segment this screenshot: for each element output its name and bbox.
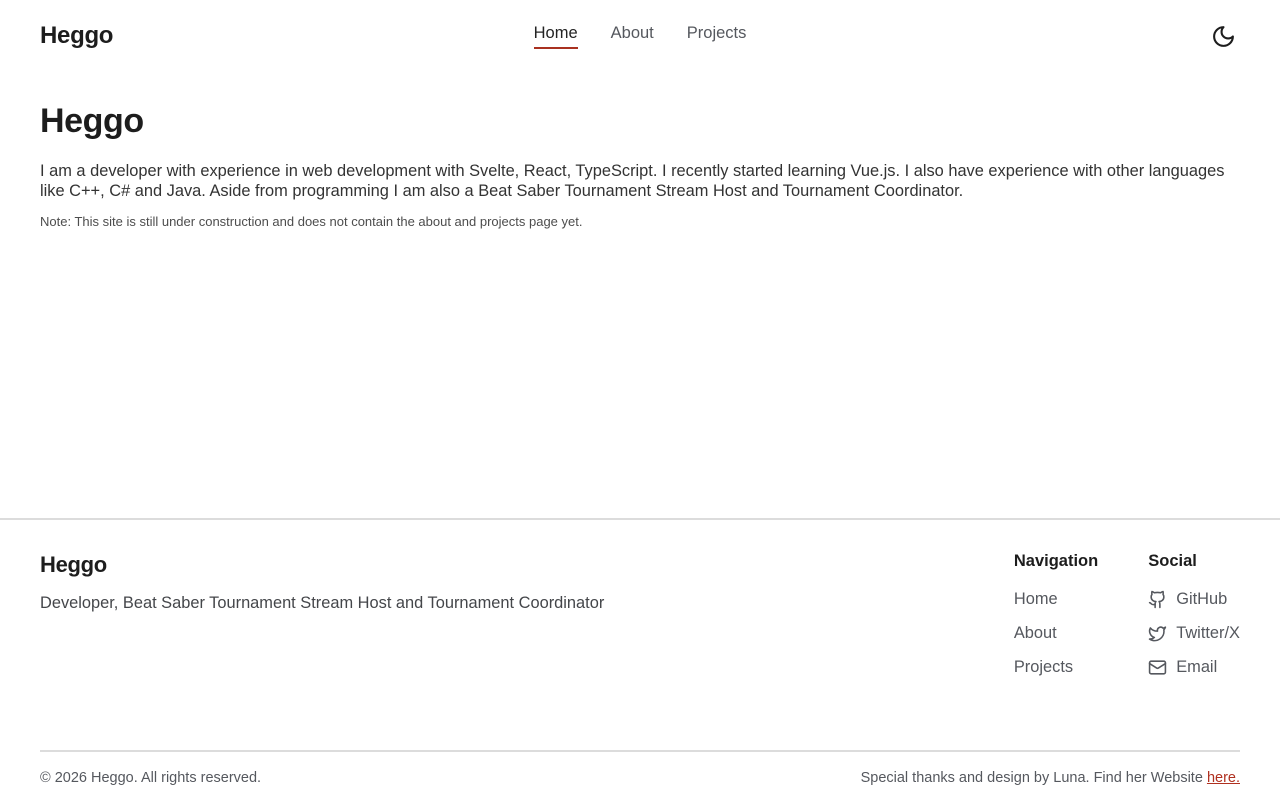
nav-home[interactable]: Home (534, 24, 578, 49)
header-right (746, 20, 1240, 53)
footer-link-twitter[interactable] (1148, 624, 1240, 643)
header (0, 0, 1280, 72)
credits-text: Special thanks and design by Luna. Find her Website (860, 770, 1207, 786)
footer-bottom-bar (0, 752, 1280, 800)
moon-icon (1211, 24, 1236, 49)
footer (0, 518, 1280, 800)
main-content (0, 72, 1280, 229)
copyright: © 2026 Heggo. All rights reserved. (40, 770, 262, 786)
footer-brand-block (40, 552, 604, 613)
email-label: Email (1176, 658, 1218, 676)
footer-link-home[interactable]: Home (1013, 590, 1058, 608)
footer-link-github[interactable] (1148, 590, 1240, 609)
github-label: GitHub (1176, 590, 1228, 608)
nav-about[interactable]: About (610, 23, 654, 42)
footer-link-email[interactable] (1148, 658, 1240, 677)
footer-tagline: Developer, Beat Saber Tournament Stream Host and Tournament Coordinator (40, 594, 605, 612)
footer-link-projects[interactable]: Projects (1013, 658, 1074, 676)
twitter-label: Twitter/X (1176, 624, 1240, 642)
theme-toggle-button[interactable] (1207, 20, 1240, 53)
footer-logo: Heggo (40, 552, 107, 577)
credits (861, 770, 1240, 786)
footer-link-columns (1014, 552, 1240, 692)
footer-content (0, 552, 1280, 692)
main-nav (534, 24, 747, 49)
header-left (40, 22, 534, 50)
page-title: Heggo (40, 102, 144, 140)
github-icon (1148, 590, 1167, 609)
twitter-icon (1148, 624, 1167, 643)
credits-link[interactable]: here. (1206, 770, 1240, 786)
header-logo[interactable]: Heggo (40, 22, 114, 49)
intro-paragraph: I am a developer with experience in web development with Svelte, React, TypeScript. I recently started learning Vue.js. I also have experience with other languages like C++, C# and Java. Aside from programming I am also a Beat Saber Tournament Stream Host and Tournament Coordinator. (40, 162, 1225, 200)
mail-icon (1148, 658, 1167, 677)
footer-link-about[interactable]: About (1013, 624, 1057, 642)
construction-note: Note: This site is still under construction and does not contain the about and projects page yet. (40, 214, 583, 229)
social-heading: Social (1148, 552, 1197, 570)
nav-projects[interactable]: Projects (686, 23, 747, 42)
navigation-heading: Navigation (1013, 552, 1099, 570)
footer-social-column (1148, 552, 1240, 692)
footer-navigation-column (1014, 552, 1098, 692)
